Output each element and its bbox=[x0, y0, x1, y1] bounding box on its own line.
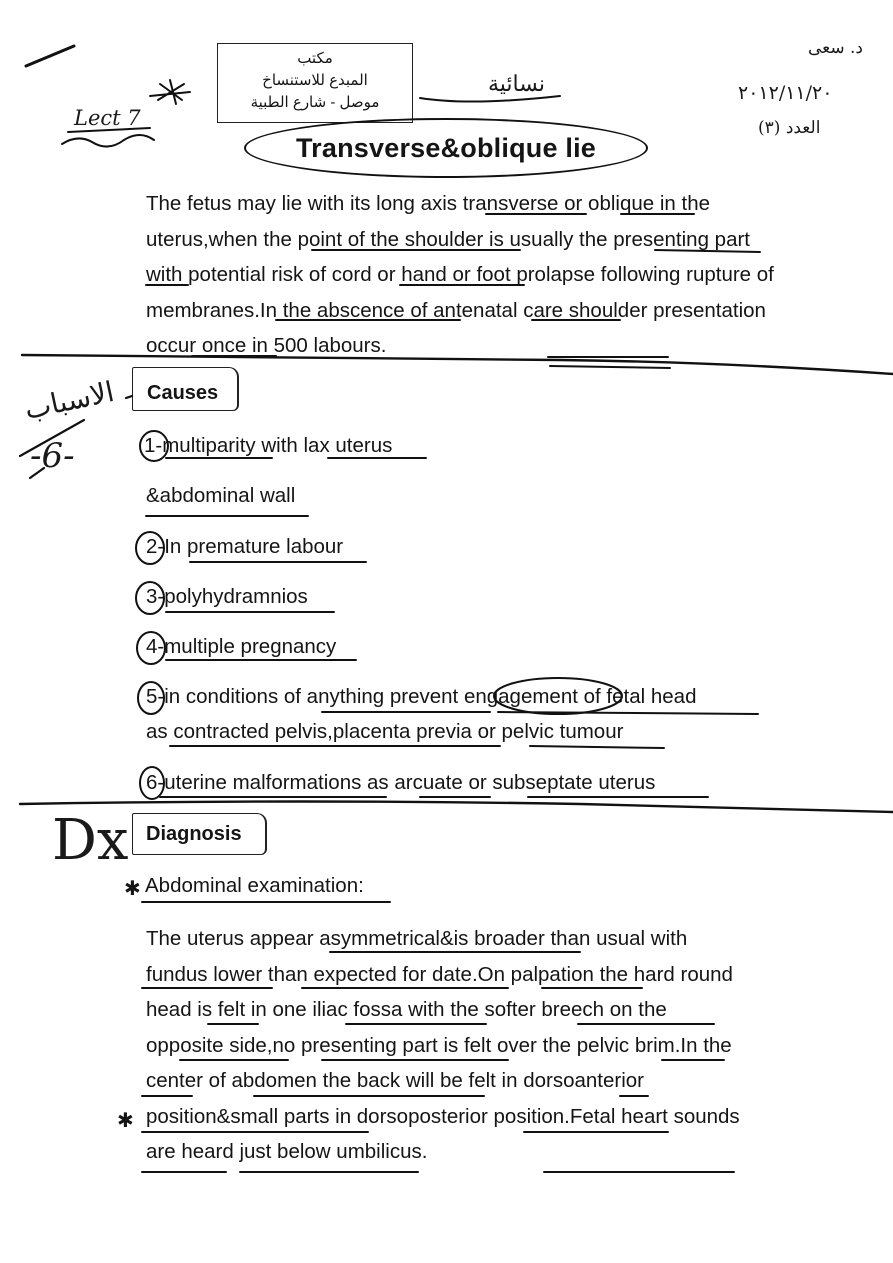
star-icon: ✱ bbox=[124, 878, 141, 900]
page-title: Transverse&oblique lie bbox=[244, 118, 648, 178]
arabic-date-note: ٢٠١٢/١١/٢٠ bbox=[738, 82, 833, 104]
diagnosis-subheading: Abdominal examination: bbox=[145, 874, 364, 897]
causes-heading: Causes bbox=[147, 382, 219, 404]
stamp-line-3: موصل - شارع الطبية bbox=[250, 94, 380, 111]
diagnosis-heading: Diagnosis bbox=[146, 823, 242, 845]
arabic-count-note: العدد (٣) bbox=[758, 118, 821, 138]
star-icon: ✱ bbox=[117, 1110, 134, 1132]
arabic-subject-note: نسائية bbox=[488, 72, 546, 97]
cause-item: 3-polyhydramnios bbox=[146, 585, 308, 608]
stamp-line-1: مكتب bbox=[297, 50, 333, 67]
cause-item: 1-multiparity with lax uterus bbox=[144, 434, 393, 457]
print-shop-stamp bbox=[217, 43, 413, 123]
cause-item: &abdominal wall bbox=[146, 484, 296, 507]
cause-item: 5-in conditions of anything prevent engagement of fetal head bbox=[146, 685, 697, 708]
intro-paragraph: The fetus may lie with its long axis transverse or oblique in the uterus,when the point of the shoulder is usually the presenting part with potential risk of cord or hand or foot prolapse following rupture of membranes.In the abscence of antenatal care shoulder presentation occur once in 500 labours. bbox=[146, 192, 774, 357]
cause-item: as contracted pelvis,placenta previa or pelvic tumour bbox=[146, 720, 624, 743]
arabic-causes-note: الاسباب bbox=[21, 374, 118, 427]
diagnosis-paragraph: The uterus appear asymmetrical&is broader than usual with fundus lower than expected for date.On palpation the hard round head is felt in one iliac fossa with the softer breech on the opposite side,no presenting part is felt over the pelvic brim.In the center of abdomen the back will be felt in dorsoanterior position&small parts in dorsoposterior position.Fetal heart sounds are heard just below umbilicus. bbox=[146, 927, 740, 1163]
lecture-note: Lect 7 bbox=[74, 106, 141, 130]
cause-item: 4-multiple pregnancy bbox=[146, 635, 337, 658]
cause-item: 2-In premature labour bbox=[146, 535, 344, 558]
cause-item: 6-uterine malformations as arcuate or subseptate uterus bbox=[146, 771, 656, 794]
arabic-doctor-note: د. سعى bbox=[808, 38, 863, 58]
stamp-line-2: المبدع للاستنساخ bbox=[262, 72, 368, 89]
dx-note: Dx bbox=[52, 808, 129, 873]
arabic-six-note: -6- bbox=[30, 436, 75, 476]
